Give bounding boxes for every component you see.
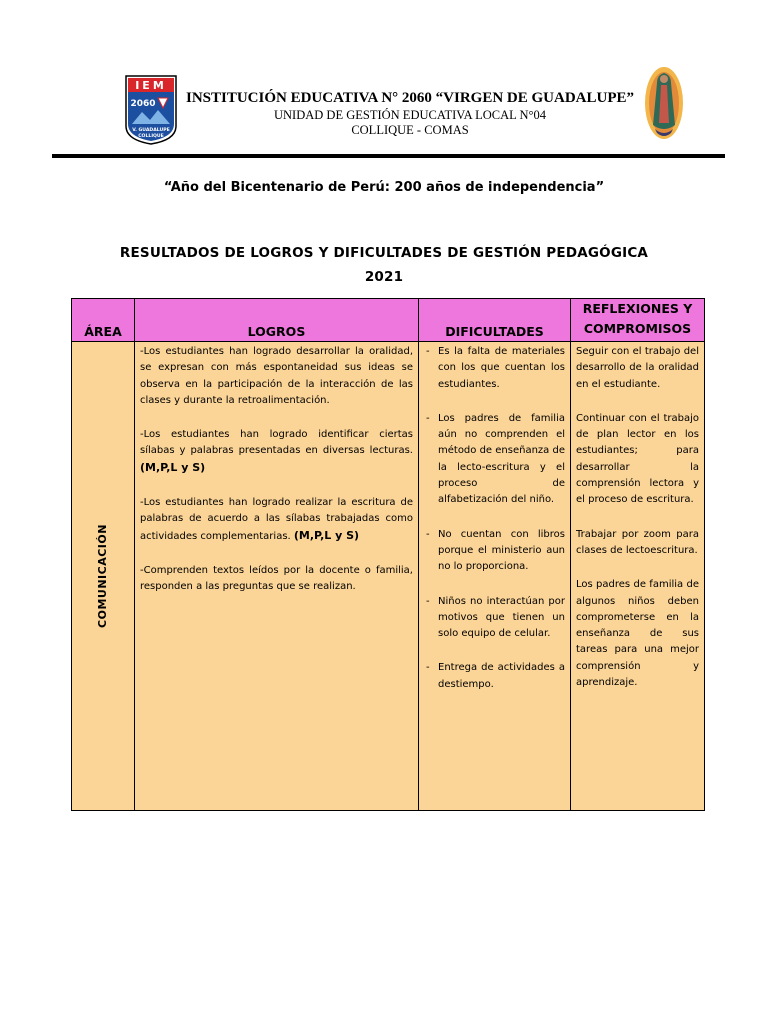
header-dificultades: DIFICULTADES	[419, 299, 571, 342]
logro-tag: (M,P,L y S)	[293, 528, 360, 542]
table-header-row	[72, 299, 705, 342]
ugel-name: UNIDAD DE GESTIÓN EDUCATIVA LOCAL N°04	[274, 108, 546, 122]
logo-text-number: 2060	[130, 99, 156, 109]
reflexion-item: Continuar con el trabajo de plan lector en los estudiantes; para desarrollar la comprensión lectora y el proceso de escritura.	[576, 412, 699, 506]
logro-text: -Los estudiantes han logrado realizar la escritura de palabras de acuerdo a las sílabas trabajadas como actividades complementarias.	[140, 497, 413, 542]
dificultad-item: - No cuentan con libros porque el ministerio aun no lo proporciona.	[438, 527, 565, 576]
logro-tag: (M,P,L y S)	[140, 460, 206, 474]
reflexion-item: Los padres de familia de algunos niños deben comprometerse en la enseñanza de sus tareas para una mejor comprensión y aprendizaje.	[576, 579, 699, 689]
dificultad-item: - Es la falta de materiales con los que cuentan los estudiantes.	[438, 344, 565, 393]
logo-text-bottom-1: V. GUADALUPE	[132, 128, 170, 133]
dificultades-list	[424, 344, 565, 693]
header-area: ÁREA	[72, 299, 135, 342]
logro-item	[140, 427, 413, 477]
table-row	[72, 342, 705, 811]
logro-text: -Los estudiantes han logrado identificar ciertas sílabas y palabras presentadas en diversas lecturas.	[140, 429, 413, 457]
reflexion-item: Seguir con el trabajo del desarrollo de la oralidad en el estudiante.	[576, 346, 699, 390]
dificultad-item: - Niños no interactúan por motivos que tienen un solo equipo de celular.	[438, 594, 565, 643]
area-cell	[72, 342, 135, 811]
logro-item	[140, 344, 413, 409]
header-reflexiones-line1: REFLEXIONES Y	[582, 301, 693, 316]
logo-text-bottom-2: COLLIQUE	[138, 134, 164, 139]
virgin-guadalupe-image	[643, 65, 685, 141]
logros-cell	[135, 342, 419, 811]
institution-name: INSTITUCIÓN EDUCATIVA N° 2060 “VIRGEN DE GUADALUPE”	[185, 90, 634, 106]
logro-item	[140, 495, 413, 545]
header-logros: LOGROS	[135, 299, 419, 342]
header-divider	[52, 154, 725, 158]
logro-text: -Los estudiantes han logrado desarrollar la oralidad, se expresan con más espontaneidad sus ideas se observa en la participación de la interacción de las clases y durante la retroalimentación.	[140, 346, 413, 406]
reflexion-item: Trabajar por zoom para clases de lectoescritura.	[576, 528, 699, 556]
logo-text-iem: IEM	[135, 79, 167, 92]
dificultades-cell	[419, 342, 571, 811]
document-title: RESULTADOS DE LOGROS Y DIFICULTADES DE GESTIÓN PEDAGÓGICA	[119, 245, 649, 261]
dificultad-item: - Entrega de actividades a destiempo.	[438, 660, 565, 693]
location-name: COLLIQUE - COMAS	[351, 123, 469, 137]
year-title: “Año del Bicentenario de Perú: 200 años de independencia”	[163, 180, 605, 195]
area-label: COMUNICACIÓN	[95, 524, 109, 628]
logro-text: -Comprenden textos leídos por la docente o familia, responden a las preguntas que se realizan.	[140, 564, 413, 593]
logro-item	[140, 563, 413, 596]
dificultad-item: - Los padres de familia aún no comprenden el método de enseñanza de la lecto-escritura y el proceso de alfabetización del niño.	[438, 411, 565, 509]
document-header	[0, 0, 768, 160]
reflexiones-cell	[571, 342, 705, 811]
header-reflexiones-line2: COMPROMISOS	[583, 321, 692, 336]
results-table	[71, 298, 705, 811]
document-year: 2021	[364, 269, 404, 285]
header-reflexiones	[571, 299, 705, 342]
